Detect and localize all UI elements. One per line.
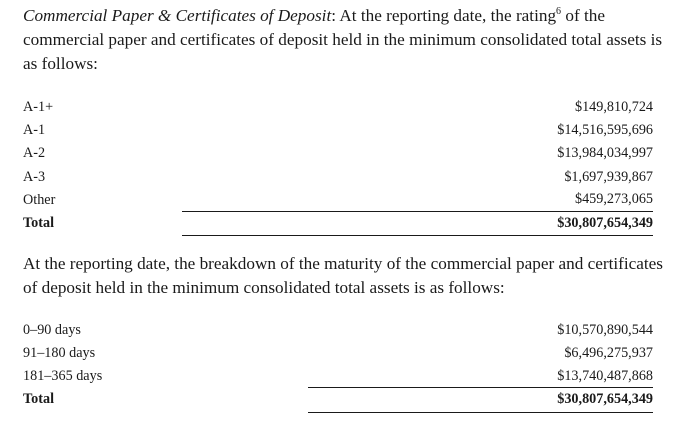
table-row xyxy=(23,166,653,189)
rating-value: $1,697,939,867 xyxy=(564,168,653,185)
table-row xyxy=(23,96,653,119)
total-row xyxy=(23,211,653,235)
maturity-value: $10,570,890,544 xyxy=(557,322,653,339)
table-row xyxy=(23,119,653,142)
table-row xyxy=(23,342,653,365)
rating-intro-paragraph xyxy=(23,4,673,76)
maturity-label: 91–180 days xyxy=(23,345,96,362)
total-value: $30,807,654,349 xyxy=(182,211,653,235)
rating-table xyxy=(23,96,653,236)
maturity-intro-paragraph: At the reporting date, the breakdown of the maturity of the commercial paper and certificates of deposit held in the minimum consolidated total assets is as follows: xyxy=(23,254,663,297)
rating-label: A-2 xyxy=(23,145,46,162)
total-row xyxy=(23,388,653,412)
total-value: $30,807,654,349 xyxy=(308,388,653,412)
intro-text-part1: : At the reporting date, the rating xyxy=(331,6,557,25)
footnote-mark[interactable]: 6 xyxy=(556,6,562,17)
rating-value: $14,516,595,696 xyxy=(557,122,653,139)
maturity-table xyxy=(23,319,653,413)
rating-label: A-1+ xyxy=(23,99,54,116)
rating-label: A-3 xyxy=(23,168,46,185)
intro-text-part2: of the commercial paper and certificates of deposit held in the minimum consolidated total assets is as follows: xyxy=(23,6,663,73)
maturity-label: 181–365 days xyxy=(23,368,103,385)
table-row xyxy=(23,142,653,165)
total-label: Total xyxy=(23,214,55,231)
maturity-value: $6,496,275,937 xyxy=(564,345,653,362)
table-row xyxy=(23,189,653,212)
rating-label: Other xyxy=(23,191,56,208)
rating-label: A-1 xyxy=(23,122,46,139)
table-row xyxy=(23,365,653,388)
maturity-value: $13,740,487,868 xyxy=(308,365,653,388)
rating-value: $459,273,065 xyxy=(182,189,653,212)
maturity-label: 0–90 days xyxy=(23,322,81,339)
rating-value: $149,810,724 xyxy=(574,99,653,116)
section-heading: Commercial Paper & Certificates of Deposit xyxy=(23,6,332,25)
total-label: Total xyxy=(23,391,55,408)
table-row xyxy=(23,319,653,342)
rating-value: $13,984,034,997 xyxy=(557,145,653,162)
